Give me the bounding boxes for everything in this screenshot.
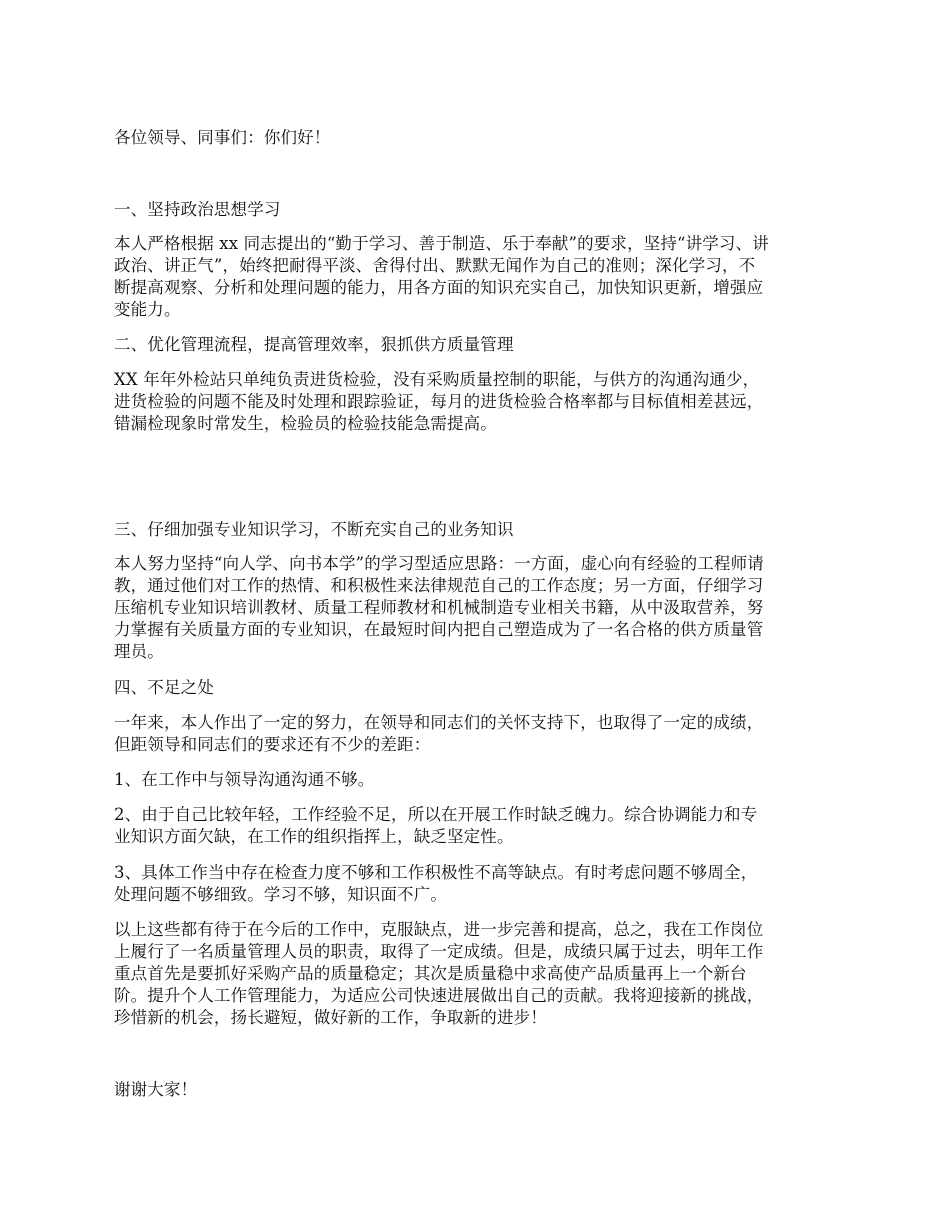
deficiency-item-1: 1、在工作中与领导沟通沟通不够。 [114,770,375,789]
paragraph-line: 珍惜新的机会，扬长避短，做好新的工作，争取新的进步！ [114,1008,547,1027]
section1-heading: 一、坚持政治思想学习 [114,200,281,219]
paragraph-line: 以上这些都有待于在今后的工作中，克服缺点，进一步完善和提高，总之，我在工作岗位 [114,920,764,939]
paragraph-line: 处理问题不够细致。学习不够，知识面不广。 [114,885,447,904]
paragraph-line: 压缩机专业知识培训教材、质量工程师教材和机械制造专业相关书籍，从中汲取营养，努 [114,598,764,617]
greeting: 各位领导、同事们：你们好！ [114,128,331,147]
paragraph-line: 变能力。 [114,300,181,319]
section3-heading: 三、仔细加强专业知识学习，不断充实自己的业务知识 [114,520,514,539]
paragraph-line: 理员。 [114,642,164,661]
paragraph-line: 但距领导和同志们的要求还有不少的差距： [114,735,431,754]
paragraph-line: 进货检验的问题不能及时处理和跟踪验证，每月的进货检验合格率都与目标值相差甚远， [114,392,764,411]
paragraph-line: 断提高观察、分析和处理问题的能力，用各方面的知识充实自己，加快知识更新，增强应 [114,278,764,297]
paragraph-line: 上履行了一名质量管理人员的职责，取得了一定成绩。但是，成绩只属于过去，明年工作 [114,942,764,961]
paragraph-line: 阶。提升个人工作管理能力，为适应公司快速进展做出自己的贡献。我将迎接新的挑战， [114,986,764,1005]
paragraph-line: 政治、讲正气”，始终把耐得平淡、舍得付出、默默无闻作为自己的准则；深化学习，不 [114,256,756,275]
paragraph-line: 本人努力坚持“向人学、向书本学”的学习型适应思路：一方面，虚心向有经验的工程师请 [114,554,764,573]
section4-heading: 四、不足之处 [114,678,214,697]
thanks-line: 谢谢大家！ [114,1080,198,1099]
paragraph-line: 重点首先是要抓好采购产品的质量稳定；其次是质量稳中求高使产品质量再上一个新台 [114,964,747,983]
paragraph-line: 业知识方面欠缺，在工作的组织指挥上，缺乏坚定性。 [114,827,514,846]
paragraph-line: 错漏检现象时常发生，检验员的检验技能急需提高。 [114,414,497,433]
section2-heading: 二、优化管理流程，提高管理效率，狠抓供方质量管理 [114,335,514,354]
paragraph-line: 3、具体工作当中存在检查力度不够和工作积极性不高等缺点。有时考虑问题不够周全， [114,863,758,882]
paragraph-line: 本人严格根据 xx 同志提出的“勤于学习、善于制造、乐于奉献”的要求，坚持“讲学习、讲 [114,234,769,253]
paragraph-line: 一年来，本人作出了一定的努力，在领导和同志们的关怀支持下，也取得了一定的成绩， [114,713,764,732]
paragraph-line: 力掌握有关质量方面的专业知识，在最短时间内把自己塑造成为了一名合格的供方质量管 [114,620,764,639]
paragraph-line: 教，通过他们对工作的热情、和积极性来法律规范自己的工作态度；另一方面，仔细学习 [114,576,764,595]
paragraph-line: XX 年年外检站只单纯负责进货检验，没有采购质量控制的职能，与供方的沟通沟通少， [114,370,760,389]
paragraph-line: 2、由于自己比较年轻，工作经验不足，所以在开展工作时缺乏魄力。综合协调能力和专 [114,805,758,824]
